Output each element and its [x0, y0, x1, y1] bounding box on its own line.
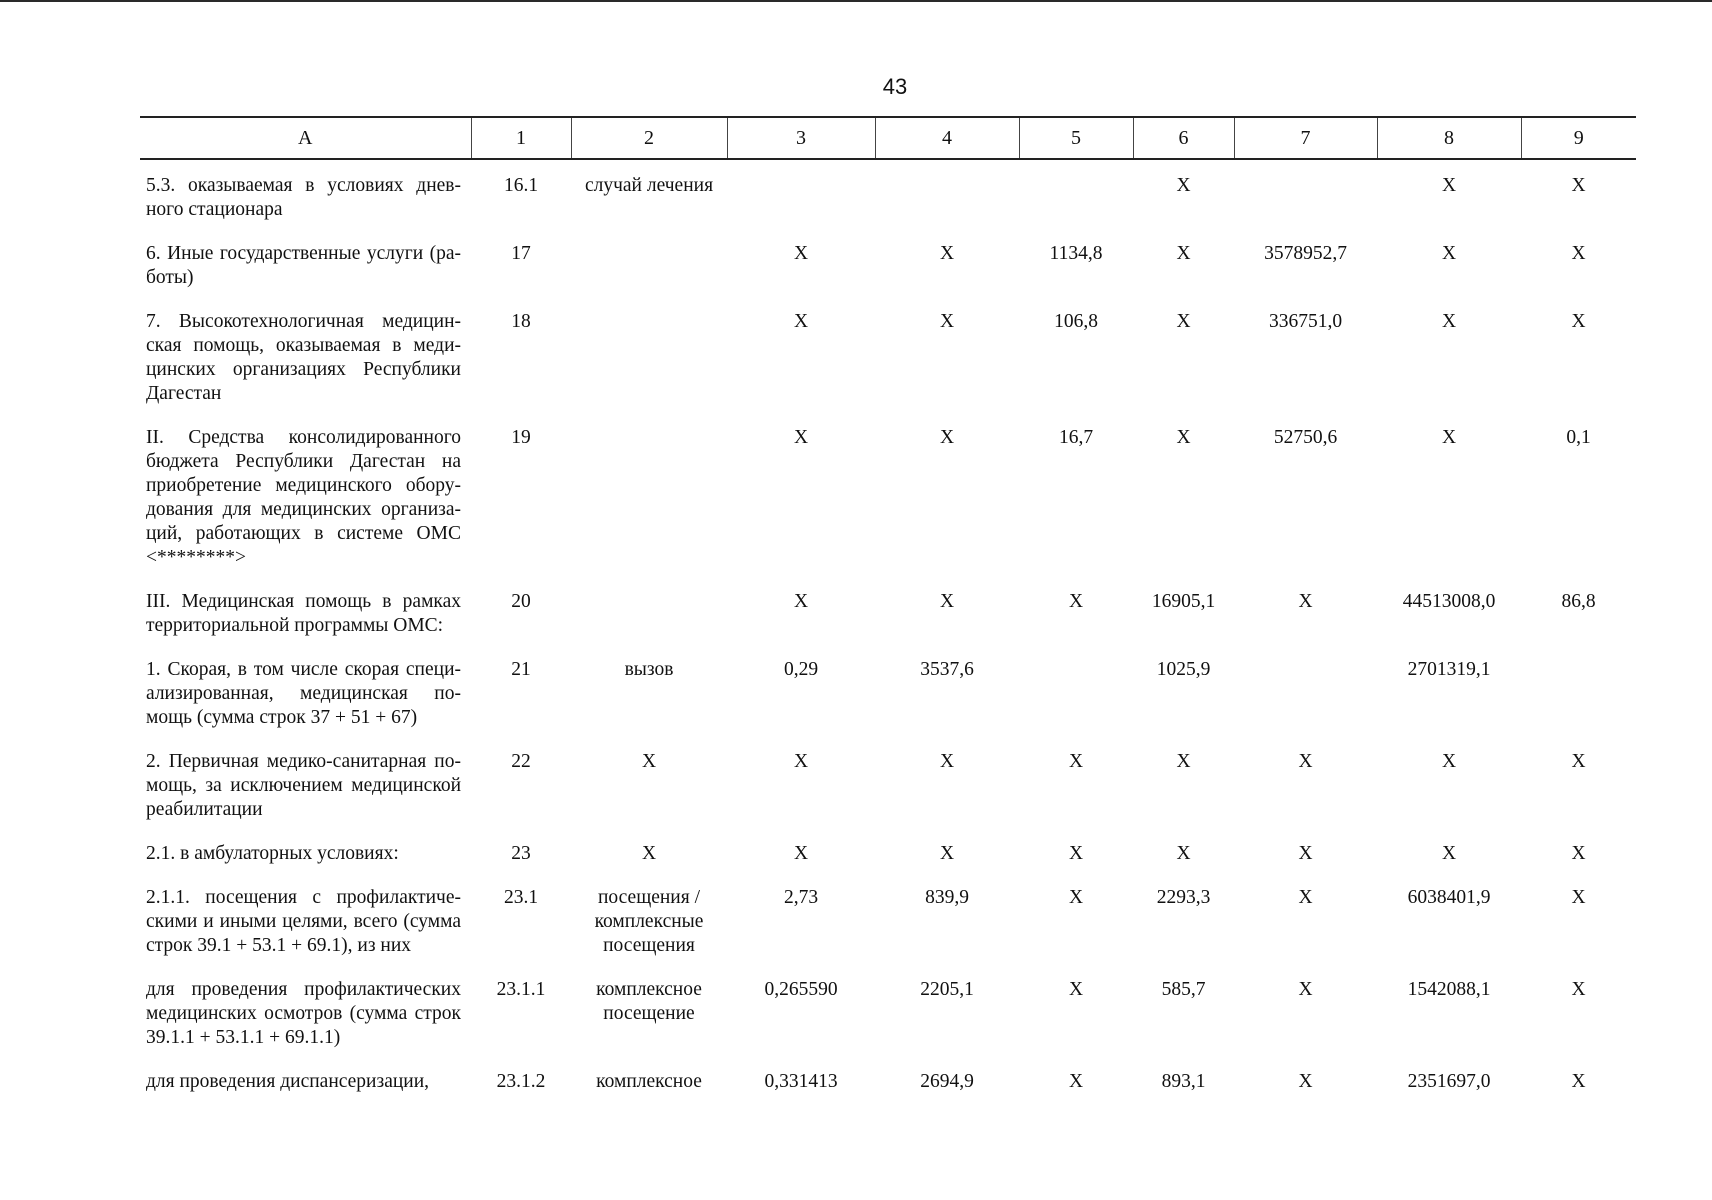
cell-col7: Х: [1298, 887, 1313, 908]
cell-col3: 0,29: [783, 659, 819, 680]
cell-col4: Х: [939, 311, 955, 332]
cell-col4: [875, 159, 1019, 242]
cell-col3: 0,265590: [764, 979, 838, 1000]
cell-col9: [1521, 658, 1636, 750]
table-row: [140, 750, 1636, 842]
table-row: [140, 590, 1636, 658]
cell-col7: Х: [1298, 751, 1313, 772]
cell-col8: Х: [1441, 175, 1457, 196]
header-cell: 6: [1133, 117, 1234, 159]
cell-col4: Х: [939, 843, 955, 864]
cell-col5: Х: [1068, 591, 1084, 612]
cell-col5: 1134,8: [1049, 243, 1103, 264]
row-number: 21: [511, 659, 531, 680]
cell-col7: Х: [1298, 1071, 1313, 1092]
cell-col4: 839,9: [925, 887, 969, 908]
cell-col3: Х: [793, 311, 809, 332]
cell-col5: [1019, 159, 1133, 242]
header-cell: 9: [1521, 117, 1636, 159]
cell-col7: Х: [1298, 843, 1313, 864]
cell-col8: Х: [1441, 751, 1457, 772]
cell-col9: 0,1: [1566, 427, 1591, 448]
cell-col7: Х: [1298, 979, 1313, 1000]
table-row: [140, 658, 1636, 750]
row-name: 5.3. оказываемая в условиях днев-ного стационара: [146, 175, 461, 220]
table-row: [140, 310, 1636, 426]
cell-col8: Х: [1441, 427, 1457, 448]
table-row: [140, 426, 1636, 590]
cell-col3: Х: [793, 843, 809, 864]
cell-col8: 2701319,1: [1407, 659, 1491, 680]
row-unit: Х: [641, 843, 657, 864]
cell-col4: Х: [939, 427, 955, 448]
header-cell: 3: [727, 117, 875, 159]
cell-col7: [1234, 159, 1377, 242]
table-row: [140, 159, 1636, 242]
cell-col3: Х: [793, 751, 809, 772]
table-row: [140, 978, 1636, 1070]
cell-col6: 893,1: [1161, 1071, 1206, 1092]
cell-col4: 2205,1: [920, 979, 974, 1000]
row-unit: [571, 426, 727, 590]
row-unit: [571, 310, 727, 426]
cell-col9: Х: [1571, 843, 1586, 864]
cell-col3: Х: [793, 243, 809, 264]
cell-col4: Х: [939, 751, 955, 772]
cell-col6: 2293,3: [1156, 887, 1211, 908]
cell-col6: Х: [1176, 175, 1191, 196]
cell-col6: Х: [1176, 311, 1191, 332]
row-name: III. Медицинская помощь в рамках территориальной программы ОМС:: [146, 591, 461, 636]
row-unit: [571, 590, 727, 658]
cell-col9: Х: [1571, 887, 1586, 908]
cell-col9: Х: [1571, 751, 1586, 772]
table-row: [140, 1070, 1636, 1114]
row-name: для проведения профилактических медицинских осмотров (сумма строк 39.1.1 + 53.1.1 + 69.1.1): [146, 979, 461, 1048]
cell-col8: 44513008,0: [1402, 591, 1496, 612]
table-row: [140, 886, 1636, 978]
row-unit: комплексное: [596, 1071, 702, 1092]
row-unit: вызов: [624, 659, 674, 680]
data-table: [140, 116, 1636, 1114]
cell-col5: Х: [1068, 843, 1084, 864]
cell-col3: [727, 159, 875, 242]
cell-col3: Х: [793, 427, 809, 448]
row-unit: комплексное посещение: [596, 979, 702, 1024]
row-unit: случай лечения: [584, 175, 714, 196]
header-cell: 8: [1377, 117, 1521, 159]
row-name: 6. Иные государственные услуги (ра-боты): [146, 243, 461, 288]
cell-col9: Х: [1571, 1071, 1586, 1092]
cell-col9: 86,8: [1561, 591, 1596, 612]
cell-col8: Х: [1441, 243, 1457, 264]
cell-col6: 585,7: [1161, 979, 1206, 1000]
row-number: 23: [511, 843, 531, 864]
row-name: 1. Скорая, в том числе скорая специ-ализированная, медицинская по-мощь (сумма строк 37 + 51 + 67): [146, 659, 461, 728]
cell-col6: Х: [1176, 843, 1191, 864]
cell-col3: 0,331413: [764, 1071, 838, 1092]
cell-col4: 2694,9: [920, 1071, 974, 1092]
row-name: 2. Первичная медико-санитарная по-мощь, за исключением медицинской реабилитации: [146, 751, 461, 820]
row-number: 18: [511, 311, 531, 332]
cell-col8: Х: [1441, 843, 1457, 864]
header-cell: А: [140, 117, 471, 159]
cell-col7: 3578952,7: [1264, 243, 1347, 264]
cell-col5: [1019, 658, 1133, 750]
row-number: 23.1.1: [496, 979, 546, 1000]
row-number: 23.1: [503, 887, 539, 908]
cell-col8: 1542088,1: [1407, 979, 1491, 1000]
header-cell: 5: [1019, 117, 1133, 159]
row-number: 22: [511, 751, 531, 772]
row-unit: посещения / комплексные посещения: [594, 887, 704, 956]
cell-col6: Х: [1176, 751, 1191, 772]
cell-col6: 1025,9: [1156, 659, 1211, 680]
cell-col6: Х: [1176, 427, 1191, 448]
row-unit: Х: [641, 751, 657, 772]
top-rule: [0, 0, 1712, 2]
row-name: II. Средства консолидированного бюджета Республики Дагестан на приобретение медицинского обору-дования для медицинских организа-ций, работающих в системе ОМС <********>: [146, 427, 461, 568]
header-cell: 2: [571, 117, 727, 159]
row-name: 7. Высокотехнологичная медицин-ская помощь, оказываемая в меди-цинских организациях Республики Дагестан: [146, 311, 461, 404]
cell-col3: Х: [793, 591, 809, 612]
header-cell: 7: [1234, 117, 1377, 159]
cell-col7: 52750,6: [1273, 427, 1338, 448]
cell-col7: Х: [1298, 591, 1313, 612]
page-number: 43: [882, 74, 908, 99]
row-number: 23.1.2: [496, 1071, 546, 1092]
cell-col8: 2351697,0: [1407, 1071, 1491, 1092]
row-name: 2.1.1. посещения с профилактиче-скими и иными целями, всего (сумма строк 39.1 + 53.1 + 69.1), из них: [146, 887, 461, 956]
table-row: [140, 842, 1636, 886]
row-number: 17: [511, 243, 531, 264]
cell-col7: 336751,0: [1268, 311, 1343, 332]
cell-col7: [1234, 658, 1377, 750]
cell-col3: 2,73: [783, 887, 819, 908]
table-row: [140, 242, 1636, 310]
row-number: 20: [511, 591, 531, 612]
cell-col9: Х: [1571, 979, 1586, 1000]
cell-col4: Х: [939, 591, 955, 612]
header-cell: 1: [471, 117, 571, 159]
row-number: 19: [511, 427, 531, 448]
cell-col8: Х: [1441, 311, 1457, 332]
cell-col9: Х: [1571, 175, 1586, 196]
cell-col6: Х: [1176, 243, 1191, 264]
header-cell: 4: [875, 117, 1019, 159]
row-unit: [571, 242, 727, 310]
row-name: 2.1. в амбулаторных условиях:: [146, 843, 399, 864]
row-name: для проведения диспансеризации,: [146, 1071, 430, 1092]
header-row: [140, 117, 1636, 159]
cell-col9: Х: [1571, 243, 1586, 264]
cell-col5: Х: [1068, 751, 1084, 772]
cell-col8: 6038401,9: [1407, 887, 1491, 908]
cell-col5: 106,8: [1054, 311, 1098, 332]
cell-col4: Х: [939, 243, 955, 264]
cell-col5: Х: [1068, 887, 1084, 908]
cell-col5: 16,7: [1058, 427, 1094, 448]
row-number: 16.1: [503, 175, 539, 196]
cell-col6: 16905,1: [1151, 591, 1216, 612]
cell-col5: Х: [1068, 1071, 1084, 1092]
cell-col5: Х: [1068, 979, 1084, 1000]
cell-col4: 3537,6: [920, 659, 974, 680]
cell-col9: Х: [1571, 311, 1586, 332]
